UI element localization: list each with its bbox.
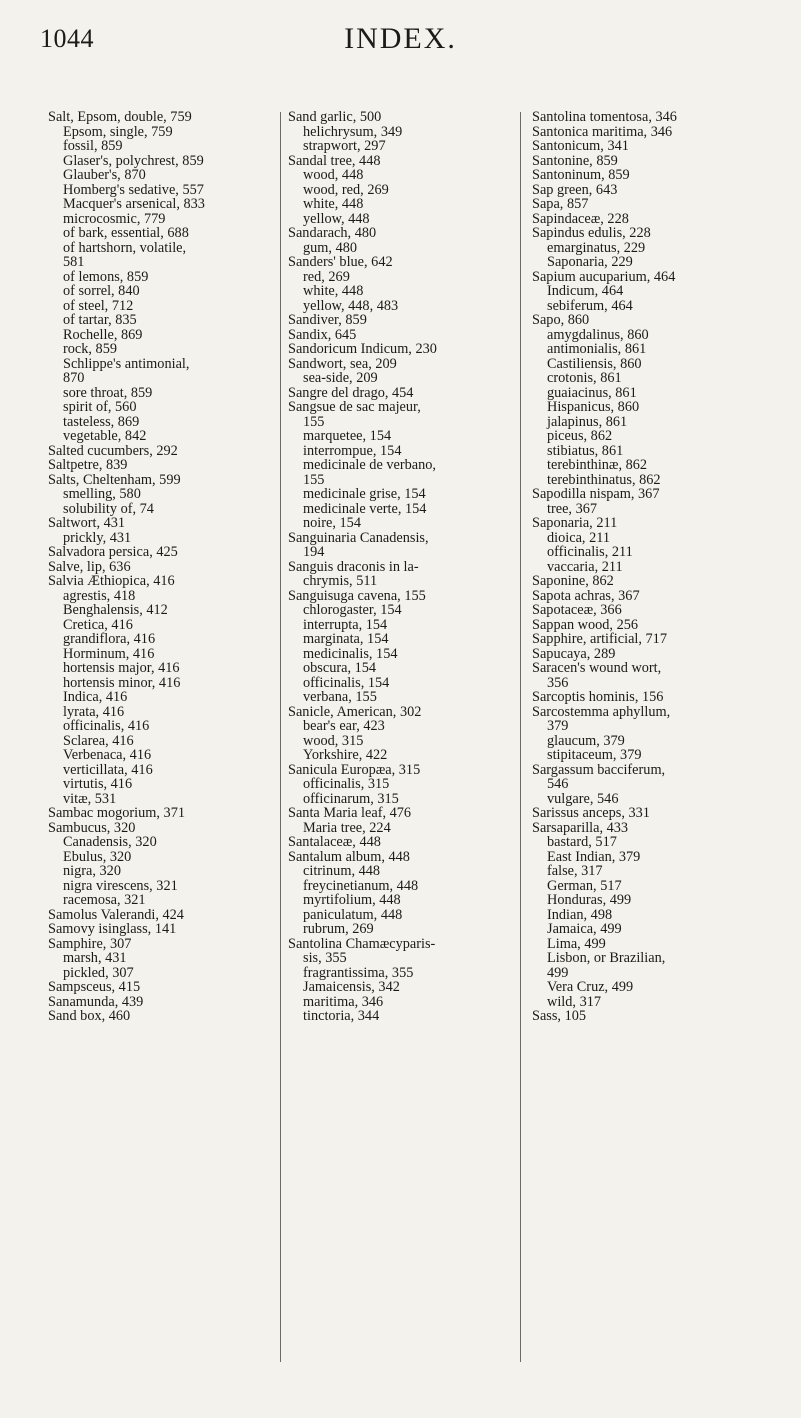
index-entry: 194 <box>303 544 325 560</box>
index-entry: microcosmic, 779 <box>63 210 166 227</box>
index-entry: Santalum album, 448 <box>288 848 410 865</box>
index-entry: medicinale grise, 154 <box>303 486 426 502</box>
index-entry: officinalis, 154 <box>303 674 390 691</box>
index-entry: Cretica, 416 <box>63 616 133 633</box>
index-entry: Saponaria, 211 <box>532 515 618 531</box>
index-entry: wood, 315 <box>303 732 364 749</box>
index-entry: Salvadora persica, 425 <box>48 544 178 560</box>
index-entry: sea-side, 209 <box>303 370 378 386</box>
index-entry: Sapucaya, 289 <box>532 645 616 662</box>
index-entry: bear's ear, 423 <box>303 718 385 734</box>
index-entry: Santolina Chamæcyparis- <box>288 935 436 952</box>
index-entry: Honduras, 499 <box>547 892 632 908</box>
index-entry: rubrum, 269 <box>303 921 374 937</box>
index-entry: of bark, essential, 688 <box>63 225 189 241</box>
index-entry: Sand box, 460 <box>48 1008 131 1024</box>
index-entry: gum, 480 <box>303 239 358 256</box>
index-entry: helichrysum, 349 <box>303 123 403 140</box>
index-entry: German, 517 <box>547 877 622 894</box>
index-entry: Sapium aucuparium, 464 <box>532 268 676 285</box>
index-entry: Sanguis draconis in la- <box>288 558 419 575</box>
index-entry: Glauber's, 870 <box>63 167 146 183</box>
index-entry: Vera Cruz, 499 <box>547 979 634 995</box>
index-entry: prickly, 431 <box>63 529 132 546</box>
index-column-2 <box>288 110 518 1024</box>
index-entry: verticillata, 416 <box>63 761 153 778</box>
index-entry: Sapindaceæ, 228 <box>532 210 629 227</box>
index-entry: freycinetianum, 448 <box>303 877 419 894</box>
index-entry: officinalis, 416 <box>63 718 150 734</box>
index-entry: of tartar, 835 <box>63 312 137 328</box>
index-entry: East Indian, 379 <box>547 848 641 865</box>
page-header <box>0 18 801 58</box>
index-entry: Sambucus, 320 <box>48 819 136 836</box>
index-entry: Epsom, single, 759 <box>63 123 173 140</box>
index-entry: officinalis, 315 <box>303 776 390 792</box>
page-number: 1044 <box>40 24 94 53</box>
index-entry: Santoninum, 859 <box>532 167 630 183</box>
index-entry: Jamaica, 499 <box>547 921 622 937</box>
index-entry: Sandiver, 859 <box>288 312 367 328</box>
index-entry: interrupta, 154 <box>303 616 388 633</box>
index-entry: Rochelle, 869 <box>63 326 143 343</box>
index-entry: Sarissus anceps, 331 <box>532 805 650 821</box>
index-entry: terebinthinatus, 862 <box>547 471 661 488</box>
index-entry: Indicum, 464 <box>547 283 624 299</box>
index-entry: Sampsceus, 415 <box>48 979 141 995</box>
index-entry: terebinthinæ, 862 <box>547 457 648 473</box>
index-entry: Samolus Valerandi, 424 <box>48 906 184 923</box>
index-entry: Ebulus, 320 <box>63 848 132 865</box>
page-title: INDEX. <box>344 22 457 55</box>
index-entry: Yorkshire, 422 <box>303 747 388 763</box>
index-entry: red, 269 <box>303 268 350 285</box>
index-entry: Indian, 498 <box>547 906 613 923</box>
index-entry: white, 448 <box>303 283 364 299</box>
index-entry: Sappan wood, 256 <box>532 616 639 633</box>
index-entry: Sanamunda, 439 <box>48 993 144 1010</box>
index-entry: marquetee, 154 <box>303 428 392 444</box>
index-entry: sore throat, 859 <box>63 384 153 401</box>
index-entry: maritima, 346 <box>303 993 384 1010</box>
index-entry: Sap green, 643 <box>532 181 618 198</box>
index-entry: hortensis minor, 416 <box>63 674 181 691</box>
index-entry: Lisbon, or Brazilian, <box>547 950 666 966</box>
index-entry: Jamaicensis, 342 <box>303 979 400 995</box>
index-entry: Santa Maria leaf, 476 <box>288 805 412 821</box>
index-entry: Sandwort, sea, 209 <box>288 355 397 372</box>
index-entry: Sanguinaria Canadensis, <box>288 529 429 546</box>
index-entry: false, 317 <box>547 863 603 879</box>
index-entry: emarginatus, 229 <box>547 239 646 256</box>
index-entry: Sapodilla nispam, 367 <box>532 486 660 502</box>
index-entry: marsh, 431 <box>63 950 127 966</box>
index-entry: 155 <box>303 413 325 430</box>
index-entry: 581 <box>63 254 85 270</box>
column-divider <box>280 112 281 1362</box>
index-entry: Horminum, 416 <box>63 645 155 662</box>
index-entry: Sangsue de sac majeur, <box>288 399 421 415</box>
index-entry: tasteless, 869 <box>63 413 140 430</box>
index-entry: vitæ, 531 <box>63 790 117 807</box>
index-entry: crotonis, 861 <box>547 370 622 386</box>
index-entry: agrestis, 418 <box>63 587 136 604</box>
index-entry: fragrantissima, 355 <box>303 964 414 981</box>
index-entry: Saracen's wound wort, <box>532 660 662 676</box>
index-entry: Sangre del drago, 454 <box>288 384 414 401</box>
column-divider <box>520 112 521 1362</box>
index-entry: Sarsaparilla, 433 <box>532 819 629 836</box>
index-entry: Salts, Cheltenham, 599 <box>48 471 181 488</box>
index-entry: myrtifolium, 448 <box>303 892 401 908</box>
index-entry: Canadensis, 320 <box>63 834 157 850</box>
index-entry: jalapinus, 861 <box>547 413 628 430</box>
index-entry: obscura, 154 <box>303 660 377 676</box>
index-entry: sis, 355 <box>303 950 347 966</box>
index-entry: Benghalensis, 412 <box>63 602 168 618</box>
index-entry: Salvia Æthiopica, 416 <box>48 573 175 589</box>
index-entry: dioica, 211 <box>547 529 610 546</box>
index-entry: officinalis, 211 <box>547 544 633 560</box>
index-entry: Sanders' blue, 642 <box>288 254 393 270</box>
index-entry: tree, 367 <box>547 500 598 517</box>
index-entry: verbana, 155 <box>303 689 377 705</box>
index-entry: Santonicum, 341 <box>532 138 629 154</box>
index-entry: smelling, 580 <box>63 486 141 502</box>
index-entry: nigra virescens, 321 <box>63 877 178 894</box>
index-entry: Sarcoptis hominis, 156 <box>532 689 664 705</box>
index-entry: 870 <box>63 370 85 386</box>
index-entry: 379 <box>547 718 569 734</box>
index-entry: chrymis, 511 <box>303 573 378 589</box>
index-entry: stibiatus, 861 <box>547 442 624 459</box>
index-entry: Salt, Epsom, double, 759 <box>48 109 192 125</box>
index-entry: vulgare, 546 <box>547 790 619 807</box>
index-entry: Santonica maritima, 346 <box>532 123 673 140</box>
index-entry: 546 <box>547 776 569 792</box>
index-entry: Salted cucumbers, 292 <box>48 442 178 459</box>
index-entry: Sand garlic, 500 <box>288 109 382 125</box>
index-entry: Verbenaca, 416 <box>63 747 152 763</box>
index-entry: paniculatum, 448 <box>303 906 403 923</box>
index-entry: Saponaria, 229 <box>547 254 633 270</box>
index-entry: Sandix, 645 <box>288 326 357 343</box>
index-entry: citrinum, 448 <box>303 863 381 879</box>
index-entry: Samovy isinglass, 141 <box>48 921 177 937</box>
index-entry: of lemons, 859 <box>63 268 149 285</box>
index-entry: virtutis, 416 <box>63 776 133 792</box>
index-entry: bastard, 517 <box>547 834 617 850</box>
index-entry: Santalaceæ, 448 <box>288 834 381 850</box>
index-entry: Macquer's arsenical, 833 <box>63 196 205 212</box>
index-entry: guaiacinus, 861 <box>547 384 637 401</box>
index-entry: Homberg's sedative, 557 <box>63 181 204 198</box>
index-entry: Sapphire, artificial, 717 <box>532 631 667 647</box>
index-entry: piceus, 862 <box>547 428 613 444</box>
index-entry: Sanicle, American, 302 <box>288 703 422 720</box>
index-entry: Sargassum bacciferum, <box>532 761 666 778</box>
index-entry: 356 <box>547 674 569 691</box>
index-entry: Salve, lip, 636 <box>48 558 131 575</box>
index-entry: lyrata, 416 <box>63 703 125 720</box>
index-column-1 <box>48 110 278 1024</box>
index-entry: yellow, 448, 483 <box>303 297 399 314</box>
index-entry: Schlippe's antimonial, <box>63 355 190 372</box>
index-entry: tinctoria, 344 <box>303 1008 380 1024</box>
index-entry: of sorrel, 840 <box>63 283 140 299</box>
index-entry: white, 448 <box>303 196 364 212</box>
index-entry: Sarcostemma aphyllum, <box>532 703 671 720</box>
index-entry: Castiliensis, 860 <box>547 355 642 372</box>
index-entry: strapwort, 297 <box>303 138 386 154</box>
index-entry: Maria tree, 224 <box>303 819 391 836</box>
index-entry: noire, 154 <box>303 515 361 531</box>
index-entry: Hispanicus, 860 <box>547 399 640 415</box>
index-entry: Indica, 416 <box>63 689 128 705</box>
index-entry: chlorogaster, 154 <box>303 602 402 618</box>
index-entry: Sandarach, 480 <box>288 225 377 241</box>
index-entry: medicinale verte, 154 <box>303 500 427 517</box>
index-entry: Sandoricum Indicum, 230 <box>288 341 437 357</box>
index-entry: Sambac mogorium, 371 <box>48 805 185 821</box>
index-column-3 <box>532 110 762 1024</box>
index-entry: of steel, 712 <box>63 297 134 314</box>
index-entry: interrompue, 154 <box>303 442 402 459</box>
index-entry: fossil, 859 <box>63 138 123 154</box>
index-entry: Glaser's, polychrest, 859 <box>63 152 204 169</box>
index-entry: pickled, 307 <box>63 964 134 981</box>
index-entry: Sclarea, 416 <box>63 732 134 749</box>
index-entry: Sapa, 857 <box>532 196 589 212</box>
index-entry: Santolina tomentosa, 346 <box>532 109 677 125</box>
index-entry: Sapo, 860 <box>532 312 590 328</box>
index-entry: marginata, 154 <box>303 631 389 647</box>
index-entry: racemosa, 321 <box>63 892 146 908</box>
index-entry: Lima, 499 <box>547 935 606 952</box>
index-entry: medicinalis, 154 <box>303 645 398 662</box>
index-entry: wild, 317 <box>547 993 602 1010</box>
index-entry: Saltpetre, 839 <box>48 457 128 473</box>
index-entry: Sapotaceæ, 366 <box>532 602 622 618</box>
index-entry: solubility of, 74 <box>63 500 154 517</box>
index-entry: Sapindus edulis, 228 <box>532 225 651 241</box>
index-entry: vegetable, 842 <box>63 428 147 444</box>
index-entry: stipitaceum, 379 <box>547 747 642 763</box>
index-entry: medicinale de verbano, <box>303 457 436 473</box>
index-entry: sebiferum, 464 <box>547 297 633 314</box>
index-entry: wood, 448 <box>303 167 364 183</box>
index-entry: of hartshorn, volatile, <box>63 239 187 256</box>
index-entry: Sandal tree, 448 <box>288 152 381 169</box>
index-entry: officinarum, 315 <box>303 790 399 807</box>
index-entry: Saltwort, 431 <box>48 515 126 531</box>
index-entry: Santonine, 859 <box>532 152 618 169</box>
index-entry: Sass, 105 <box>532 1008 587 1024</box>
index-entry: Sanguisuga cavena, 155 <box>288 587 426 604</box>
index-entry: Sanicula Europæa, 315 <box>288 761 421 778</box>
index-entry: 499 <box>547 964 569 981</box>
index-entry: yellow, 448 <box>303 210 370 227</box>
index-entry: grandiflora, 416 <box>63 631 156 647</box>
index-entry: rock, 859 <box>63 341 117 357</box>
index-entry: 155 <box>303 471 325 488</box>
index-entry: spirit of, 560 <box>63 399 137 415</box>
index-entry: nigra, 320 <box>63 863 121 879</box>
index-entry: glaucum, 379 <box>547 732 625 749</box>
index-entry: hortensis major, 416 <box>63 660 180 676</box>
index-entry: Samphire, 307 <box>48 935 132 952</box>
index-entry: Sapota achras, 367 <box>532 587 640 604</box>
index-entry: Saponine, 862 <box>532 573 614 589</box>
index-entry: amygdalinus, 860 <box>547 326 649 343</box>
index-entry: wood, red, 269 <box>303 181 389 198</box>
index-entry: antimonialis, 861 <box>547 341 647 357</box>
index-entry: vaccaria, 211 <box>547 558 623 575</box>
